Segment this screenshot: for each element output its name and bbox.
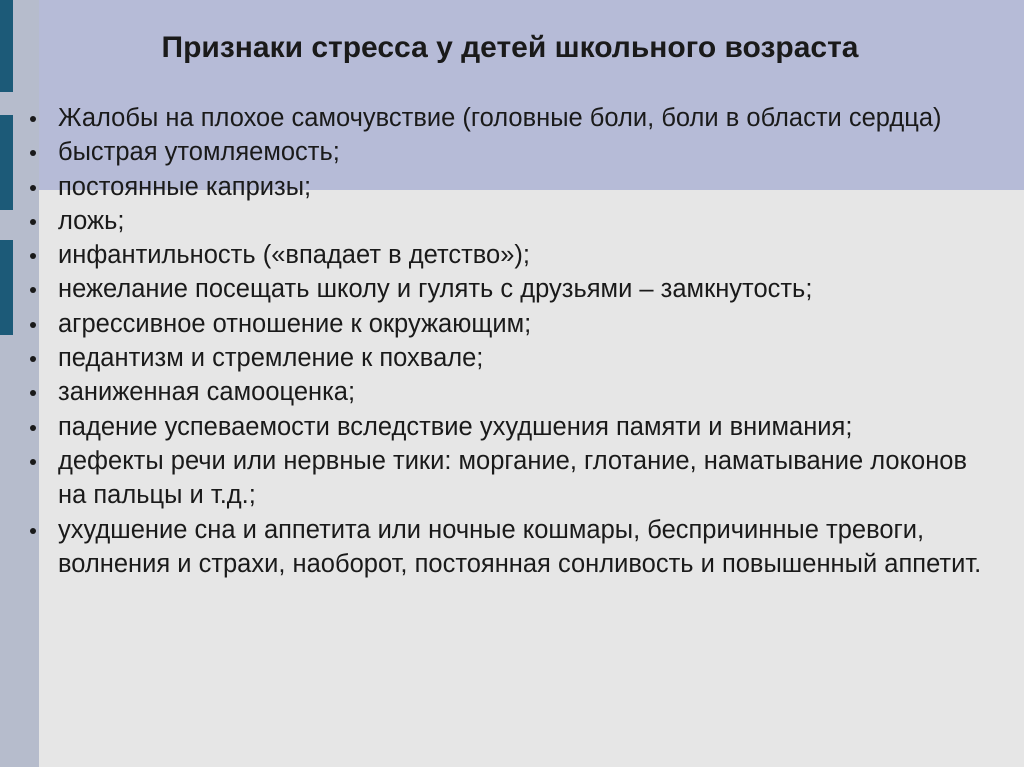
list-item-text: заниженная самооценка; <box>58 378 356 407</box>
accent-bar-3 <box>0 240 13 335</box>
list-item-text: ухудшение сна и аппетита или ночные кошмары, беспричинные тревоги, волнения и страхи, наоборот, постоянная сонливость и повышенный аппетит. <box>58 515 982 578</box>
list-item-text: нежелание посещать школу и гулять с друзьями – замкнутость; <box>58 275 813 304</box>
bullet-icon <box>30 116 36 122</box>
list-item <box>28 238 988 272</box>
slide-title: Признаки стресса у детей школьного возраста <box>161 31 859 64</box>
bullet-icon <box>30 528 36 534</box>
bullet-icon <box>30 150 36 156</box>
list-item-text: Жалобы на плохое самочувствие (головные боли, боли в области сердца) <box>58 104 942 132</box>
list-item-text: агрессивное отношение к окружающим; <box>58 309 532 338</box>
list-item-text: дефекты речи или нервные тики: моргание, глотание, наматывание локонов на пальцы и т.д.; <box>58 446 968 510</box>
list-item-text: быстрая утомляемость; <box>58 138 340 167</box>
list-item <box>28 444 988 513</box>
accent-bar-2 <box>0 115 13 210</box>
accent-bar-1 <box>0 0 13 92</box>
list-item <box>28 375 988 409</box>
list-item <box>28 513 988 582</box>
bullet-icon <box>30 425 36 431</box>
list-item-text: педантизм и стремление к похвале; <box>58 344 484 373</box>
bullet-icon <box>30 253 36 259</box>
list-item-text: падение успеваемости вследствие ухудшения памяти и внимания; <box>58 412 853 441</box>
list-item <box>28 135 988 169</box>
list-item-text: инфантильность («впадает в детство»); <box>58 241 530 270</box>
list-item <box>28 341 988 375</box>
bullet-icon <box>30 356 36 362</box>
list-item-text: ложь; <box>58 206 125 235</box>
bullet-icon <box>30 459 36 465</box>
list-item <box>28 307 988 341</box>
list-item <box>28 272 988 306</box>
list-item-text: постоянные капризы; <box>58 172 312 201</box>
list-item <box>28 170 988 204</box>
bullet-icon <box>30 322 36 328</box>
bullet-icon <box>30 185 36 191</box>
bullet-icon <box>30 390 36 396</box>
symptom-list <box>28 101 988 581</box>
list-item <box>28 101 988 135</box>
bullet-icon <box>30 287 36 293</box>
list-item <box>28 410 988 444</box>
list-item <box>28 204 988 238</box>
bullet-icon <box>30 219 36 225</box>
